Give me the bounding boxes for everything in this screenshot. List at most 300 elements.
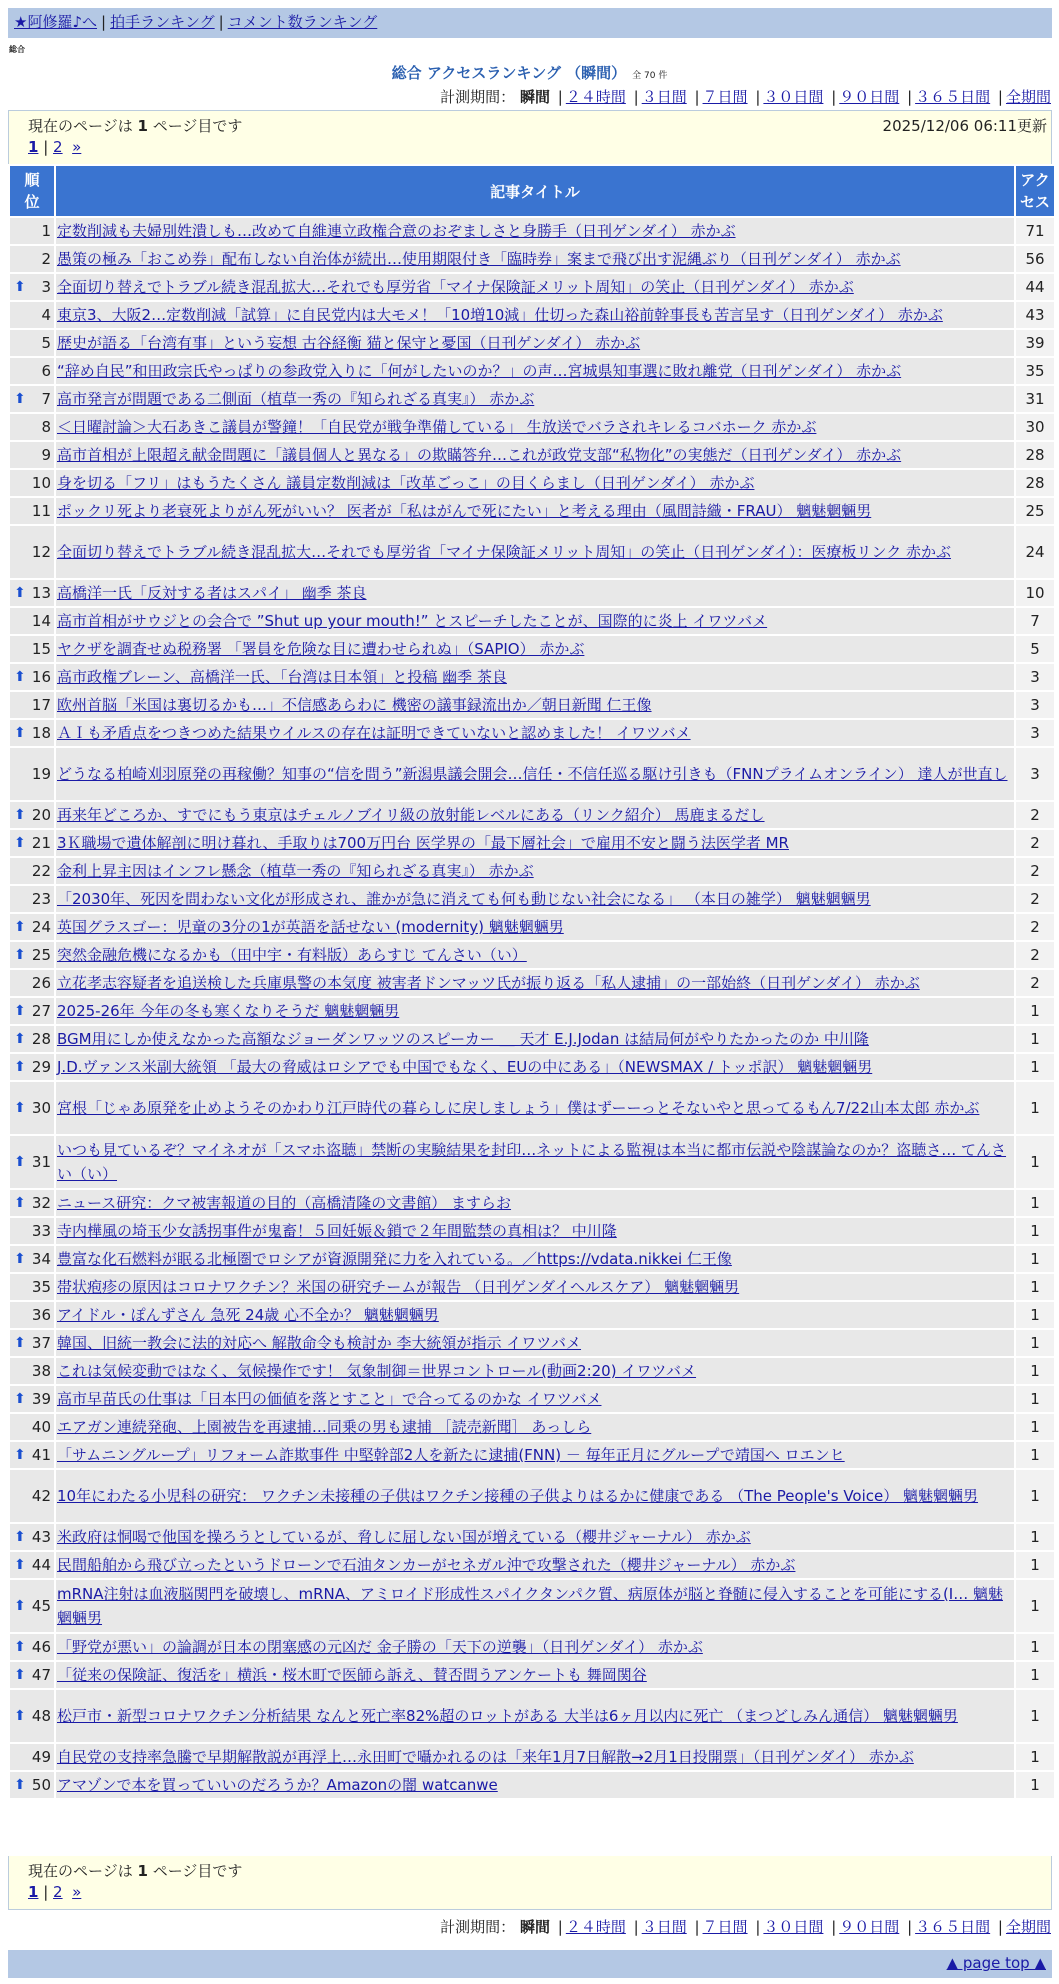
access-count: 3 — [1016, 664, 1054, 690]
article-title-link[interactable]: “辞め自民”和田政宗氏やっぱりの参政党入りに「何がしたいのか？」の声…宮城県知事選に敗れ離党（日刊ゲンダイ） 赤かぶ — [57, 362, 902, 380]
access-count: 24 — [1016, 526, 1054, 578]
rank-number: 7 — [41, 390, 51, 408]
access-count: 28 — [1016, 442, 1054, 468]
top-link-asyura[interactable]: ★阿修羅♪へ — [14, 13, 98, 31]
period-24h[interactable]: ２４時間 — [565, 88, 626, 106]
rank-cell — [10, 1246, 54, 1272]
pager-page-2-bottom[interactable]: 2 — [53, 1883, 63, 1901]
title-cell — [56, 720, 1014, 746]
rank-cell — [10, 358, 54, 384]
title-cell — [56, 886, 1014, 912]
access-count: 2 — [1016, 802, 1054, 828]
rank-cell — [10, 1690, 54, 1742]
rank-number: 44 — [31, 1556, 51, 1574]
title-cell — [56, 386, 1014, 412]
article-title-link[interactable]: 「野党が悪い」の論調が日本の閉塞感の元凶だ 金子勝の「天下の逆襲」（日刊ゲンダイ） 赤かぶ — [57, 1638, 703, 1656]
current-page-text: 現在のページは 1 ページ目です — [28, 117, 243, 135]
page-info-panel-top — [8, 110, 1052, 164]
title-cell — [56, 1772, 1014, 1798]
article-title-link[interactable]: 「サムニングループ」リフォーム詐欺事件 中堅幹部2人を新たに逮捕(FNN) － 毎年正月にグループで靖国へ ロエンヒ — [57, 1446, 845, 1464]
article-title-link[interactable]: 英国グラスゴー：児童の3分の1が英語を話せない (modernity) 魑魅魍魎男 — [57, 918, 564, 936]
rank-number: 18 — [31, 724, 51, 742]
rank-cell — [10, 1744, 54, 1770]
rank-up-arrow-icon: ⬆ — [14, 1529, 26, 1545]
article-title-link[interactable]: 10年にわたる小児科の研究： ワクチン未接種の子供はワクチン接種の子供よりはるかに健康である （The People's Voice） 魑魅魍魎男 — [57, 1487, 979, 1505]
rank-cell — [10, 692, 54, 718]
article-title-link[interactable]: 全面切り替えでトラブル続き混乱拡大…それでも厚労省「マイナ保険証メリット周知」の笑止（日刊ゲンダイ）：医療板リンク 赤かぶ — [57, 543, 951, 561]
ranking-title-text: 総合 アクセスランキング （瞬間） — [391, 64, 627, 82]
article-title-link[interactable]: 3Ｋ職場で遺体解剖に明け暮れ、手取りは700万円台 医学界の「最下層社会」で雇用不安と闘う法医学者 MR — [57, 834, 789, 852]
period-selector-bottom: 計測期間： 瞬間 | ２４時間 | ３日間 | ７日間 | ３０日間 | ９０日間 | ３６５日間 | 全期間 — [440, 1918, 1051, 1936]
article-title-link[interactable]: 立花孝志容疑者を追送検した兵庫県警の本気度 被害者ドンマッツ氏が振り返る「私人逮捕」の一部始終（日刊ゲンダイ） 赤かぶ — [57, 974, 920, 992]
rank-cell — [10, 1580, 54, 1632]
rank-cell — [10, 1634, 54, 1660]
article-title-link[interactable]: 高市早苗氏の仕事は「日本円の価値を落とすこと」で合ってるのかな イワツバメ — [57, 1390, 602, 1408]
rank-cell — [10, 802, 54, 828]
title-cell — [56, 414, 1014, 440]
rank-number: 3 — [41, 278, 51, 296]
title-cell — [56, 1082, 1014, 1134]
access-count: 1 — [1016, 1274, 1054, 1300]
rank-up-arrow-icon: ⬆ — [14, 1391, 26, 1407]
table-row — [10, 1054, 1054, 1080]
article-title-link[interactable]: ポックリ死より老衰死よりがん死がいい？ 医者が「私はがんで死にたい」と考える理由（風間詩織・FRAU） 魑魅魍魎男 — [57, 502, 872, 520]
article-title-link[interactable]: 宮根「じゃあ原発を止めようそのかわり江戸時代の暮らしに戻しましょう」僕はずーーっとそないやと思ってるもん7/22山本太郎 赤かぶ — [57, 1099, 980, 1117]
article-title-link[interactable]: 高橋洋一氏「反対する者はスパイ」 幽季 茶良 — [57, 584, 367, 602]
rank-cell — [10, 1358, 54, 1384]
rank-number: 4 — [41, 306, 51, 324]
article-title-link[interactable]: 「従来の保険証、復活を」横浜・桜木町で医師ら訴え、賛否問うアンケートも 舞岡関谷 — [57, 1666, 647, 1684]
ranking-table — [8, 164, 1056, 1800]
access-count: 28 — [1016, 470, 1054, 496]
title-cell — [56, 1524, 1014, 1550]
rank-cell — [10, 302, 54, 328]
period-label-bottom: 計測期間： — [440, 1918, 516, 1936]
article-title-link[interactable]: 身を切る「フリ」はもうたくさん 議員定数削減は「改革ごっこ」の目くらまし（日刊ゲンダイ） 赤かぶ — [57, 474, 755, 492]
rank-number: 42 — [31, 1487, 51, 1505]
article-title-link[interactable]: 再来年どころか、すでにもう東京はチェルノブイリ級の放射能レベルにある（リンク紹介） 馬鹿まるだし — [57, 806, 765, 824]
access-count: 2 — [1016, 858, 1054, 884]
table-row — [10, 1634, 1054, 1660]
table-row — [10, 470, 1054, 496]
rank-number: 9 — [41, 446, 51, 464]
table-row — [10, 1136, 1054, 1188]
access-count: 1 — [1016, 1082, 1054, 1134]
rank-cell — [10, 998, 54, 1024]
table-row — [10, 386, 1054, 412]
article-title-link[interactable]: 愚策の極み「おこめ券」配布しない自治体が続出…使用期限付き「臨時券」案まで飛び出す泥縄ぶり（日刊ゲンダイ） 赤かぶ — [57, 250, 901, 268]
table-row — [10, 414, 1054, 440]
rank-number: 20 — [31, 806, 51, 824]
table-row — [10, 998, 1054, 1024]
rank-cell — [10, 274, 54, 300]
title-cell — [56, 1246, 1014, 1272]
rank-number: 25 — [31, 946, 51, 964]
article-title-link[interactable]: BGM用にしか使えなかった高額なジョーダンワッツのスピーカー ＿ 天才 E.J.Jodan は結局何がやりたかったのか 中川隆 — [57, 1030, 869, 1048]
article-title-link[interactable]: mRNA注射は血液脳関門を破壊し、mRNA、アミロイド形成性スパイクタンパク質、病原体が脳と脊髄に侵入することを可能にする(I… 魑魅魍魎男 — [57, 1585, 1003, 1627]
access-count: 1 — [1016, 1246, 1054, 1272]
title-cell — [56, 302, 1014, 328]
rank-number: 49 — [31, 1748, 51, 1766]
rank-up-arrow-icon: ⬆ — [14, 1667, 26, 1683]
article-title-link[interactable]: 寺内樺風の埼玉少女誘拐事件が鬼畜！５回妊娠＆鎖で２年間監禁の真相は？ 中川隆 — [57, 1222, 617, 1240]
rank-up-arrow-icon: ⬆ — [14, 1557, 26, 1573]
table-row — [10, 302, 1054, 328]
article-title-link[interactable]: 自民党の支持率急騰で早期解散説が再浮上…永田町で囁かれるのは「来年1月7日解散→2月1日投開票」（日刊ゲンダイ） 赤かぶ — [57, 1748, 914, 1766]
article-title-link[interactable]: 東京3、大阪2…定数削減「試算」に自民党内は大モメ！「10増10減」仕切った森山裕前幹事長も苦言呈す（日刊ゲンダイ） 赤かぶ — [57, 306, 943, 324]
rank-cell — [10, 1772, 54, 1798]
article-title-link[interactable]: 歴史が語る「台湾有事」という妄想 古谷経衡 猫と保守と憂国（日刊ゲンダイ） 赤かぶ — [57, 334, 641, 352]
article-title-link[interactable]: 金利上昇主因はインフレ懸念（植草一秀の『知られざる真実』） 赤かぶ — [57, 862, 534, 880]
table-row — [10, 498, 1054, 524]
access-count: 25 — [1016, 498, 1054, 524]
rank-cell — [10, 1386, 54, 1412]
access-count: 1 — [1016, 1302, 1054, 1328]
article-title-link[interactable]: 高市発言が問題である二側面（植草一秀の『知られざる真実』） 赤かぶ — [57, 390, 535, 408]
title-cell — [56, 358, 1014, 384]
table-row — [10, 1442, 1054, 1468]
rank-cell — [10, 1302, 54, 1328]
title-cell — [56, 330, 1014, 356]
pager-next-arrow[interactable]: » — [72, 138, 82, 156]
period-30d[interactable]: ３０日間 — [763, 88, 824, 106]
access-count: 3 — [1016, 720, 1054, 746]
access-count: 10 — [1016, 580, 1054, 606]
article-title-link[interactable]: いつも見ているぞ？マイネオが「スマホ盗聴」禁断の実験結果を封印…ネットによる監視は本当に都市伝説や陰謀論なのか？盗聴さ… てんさい（い） — [57, 1141, 1007, 1183]
rank-cell — [10, 330, 54, 356]
rank-cell — [10, 218, 54, 244]
article-title-link[interactable]: 民間船舶から飛び立ったというドローンで石油タンカーがセネガル沖で攻撃された（櫻井ジャーナル） 赤かぶ — [57, 1556, 796, 1574]
rank-cell — [10, 1274, 54, 1300]
title-cell — [56, 1136, 1014, 1188]
title-cell — [56, 1026, 1014, 1052]
rank-up-arrow-icon: ⬆ — [14, 1003, 26, 1019]
rank-cell — [10, 1414, 54, 1440]
access-count: 31 — [1016, 386, 1054, 412]
article-title-link[interactable]: 松戸市・新型コロナワクチン分析結果 なんと死亡率82%超のロットがある 大半は6ヶ月以内に死亡 （まつどしみん通信） 魑魅魍魎男 — [57, 1707, 958, 1725]
period-label: 計測期間： — [440, 88, 516, 106]
title-cell — [56, 274, 1014, 300]
period-3d-bottom[interactable]: ３日間 — [641, 1918, 687, 1936]
article-title-link[interactable]: エアガン連続発砲、上園被告を再逮捕…同乗の男も逮捕 ［読売新聞］ あっしら — [57, 1418, 592, 1436]
rank-cell — [10, 720, 54, 746]
rank-cell — [10, 442, 54, 468]
table-row — [10, 1274, 1054, 1300]
rank-number: 48 — [31, 1707, 51, 1725]
rank-number: 11 — [31, 502, 51, 520]
rank-cell — [10, 580, 54, 606]
access-count: 1 — [1016, 1054, 1054, 1080]
title-cell — [56, 636, 1014, 662]
article-title-link[interactable]: J.D.ヴァンス米副大統領 「最大の脅威はロシアでも中国でもなく、EUの中にある」（NEWSMAX / トッポ訳） 魑魅魍魎男 — [57, 1058, 873, 1076]
table-row — [10, 830, 1054, 856]
rank-number: 16 — [31, 668, 51, 686]
rank-up-arrow-icon: ⬆ — [14, 947, 26, 963]
article-title-link[interactable]: 帯状疱疹の原因はコロナワクチン？米国の研究チームが報告 （日刊ゲンダイヘルスケア） 魑魅魍魎男 — [57, 1278, 740, 1296]
table-row — [10, 664, 1054, 690]
rank-up-arrow-icon: ⬆ — [14, 1777, 26, 1793]
period-365d-bottom[interactable]: ３６５日間 — [915, 1918, 991, 1936]
page-top-link[interactable]: ▲ page top ▲ — [946, 1954, 1046, 1972]
rank-number: 41 — [31, 1446, 51, 1464]
rank-number: 27 — [31, 1002, 51, 1020]
rank-up-arrow-icon: ⬆ — [14, 1154, 26, 1170]
table-row — [10, 748, 1054, 800]
updated-timestamp: 2025/12/06 06:11更新 — [882, 117, 1047, 135]
article-title-link[interactable]: 高市首相がサウジとの会合で ”Shut up your mouth!” とスピーチしたことが、国際的に炎上 イワツバメ — [57, 612, 768, 630]
rank-number: 28 — [31, 1030, 51, 1048]
table-row — [10, 274, 1054, 300]
article-title-link[interactable]: ＜日曜討論＞大石あきこ議員が警鐘！「自民党が戦争準備している」 生放送でバラされキレるコバホーク 赤かぶ — [57, 418, 817, 436]
rank-number: 21 — [31, 834, 51, 852]
title-cell — [56, 1414, 1014, 1440]
table-row — [10, 442, 1054, 468]
rank-up-arrow-icon: ⬆ — [14, 1639, 26, 1655]
rank-number: 10 — [31, 474, 51, 492]
rank-cell — [10, 748, 54, 800]
rank-cell — [10, 1082, 54, 1134]
title-cell — [56, 830, 1014, 856]
table-row — [10, 1744, 1054, 1770]
table-row — [10, 330, 1054, 356]
title-cell — [56, 246, 1014, 272]
rank-number: 2 — [41, 250, 51, 268]
table-row — [10, 1470, 1054, 1522]
title-cell — [56, 1190, 1014, 1216]
article-title-link[interactable]: 欧州首脳「米国は裏切るかも…」不信感あらわに 機密の議事録流出か／朝日新聞 仁王像 — [57, 696, 652, 714]
period-all[interactable]: 全期間 — [1005, 88, 1051, 106]
rank-number: 37 — [31, 1334, 51, 1352]
rank-cell — [10, 498, 54, 524]
rank-number: 34 — [31, 1250, 51, 1268]
article-title-link[interactable]: 高市首相が上限超え献金問題に「議員個人と異なる」の欺瞞答弁…これが政党支部“私物化”の実態だ（日刊ゲンダイ） 赤かぶ — [57, 446, 902, 464]
access-count: 35 — [1016, 358, 1054, 384]
rank-number: 13 — [31, 584, 51, 602]
period-90d[interactable]: ９０日間 — [839, 88, 900, 106]
title-cell — [56, 970, 1014, 996]
table-row — [10, 526, 1054, 578]
article-title-link[interactable]: 定数削減も夫婦別姓潰しも…改めて自維連立政権合意のおぞましさと身勝手（日刊ゲンダイ） 赤かぶ — [57, 222, 736, 240]
period-24h-bottom[interactable]: ２４時間 — [565, 1918, 626, 1936]
rank-number: 39 — [31, 1390, 51, 1408]
rank-number: 50 — [31, 1776, 51, 1794]
period-7d[interactable]: ７日間 — [702, 88, 748, 106]
rank-cell — [10, 246, 54, 272]
rank-cell — [10, 1190, 54, 1216]
period-current: 瞬間 — [519, 88, 550, 106]
access-count: 5 — [1016, 636, 1054, 662]
rank-up-arrow-icon: ⬆ — [14, 391, 26, 407]
title-cell — [56, 1274, 1014, 1300]
access-count: 30 — [1016, 414, 1054, 440]
rank-cell — [10, 414, 54, 440]
rank-cell — [10, 914, 54, 940]
category-label: 総合 — [9, 45, 25, 54]
article-title-link[interactable]: 豊富な化石燃料が眠る北極圏でロシアが資源開発に力を入れている。／https://vdata.nikkei 仁王像 — [57, 1250, 732, 1268]
article-title-link[interactable]: どうなる柏崎刈羽原発の再稼働？知事の“信を問う”新潟県議会開会…信任・不信任巡る駆け引きも（FNNプライムオンライン） 達人が世直し — [57, 765, 1008, 783]
article-title-link[interactable]: 米政府は恫喝で他国を操ろうとしているが、脅しに屈しない国が増えている（櫻井ジャーナル） 赤かぶ — [57, 1528, 751, 1546]
rank-up-arrow-icon: ⬆ — [14, 1447, 26, 1463]
rank-number: 15 — [31, 640, 51, 658]
page-info-panel-bottom — [8, 1856, 1052, 1910]
access-count: 1 — [1016, 1358, 1054, 1384]
access-count: 1 — [1016, 1552, 1054, 1578]
rank-cell — [10, 608, 54, 634]
access-count: 1 — [1016, 1470, 1054, 1522]
title-cell — [56, 1054, 1014, 1080]
ranking-title — [0, 62, 1059, 83]
rank-number: 6 — [41, 362, 51, 380]
access-count: 1 — [1016, 1690, 1054, 1742]
rank-cell — [10, 886, 54, 912]
period-7d-bottom[interactable]: ７日間 — [702, 1918, 748, 1936]
title-cell — [56, 664, 1014, 690]
title-cell — [56, 1634, 1014, 1660]
top-link-applause-ranking[interactable]: 拍手ランキング — [110, 13, 215, 31]
article-title-link[interactable]: ＡＩも矛盾点をつきつめた結果ウイルスの存在は証明できていないと認めました！ イワツバメ — [57, 724, 691, 742]
title-cell — [56, 692, 1014, 718]
article-title-link[interactable]: 「2030年、死因を問わない文化が形成され、誰かが急に消えても何も動じない社会になる」 （本日の雑学） 魑魅魍魎男 — [57, 890, 871, 908]
rank-cell — [10, 1524, 54, 1550]
title-cell — [56, 1744, 1014, 1770]
period-365d[interactable]: ３６５日間 — [915, 88, 991, 106]
title-cell — [56, 1470, 1014, 1522]
table-row — [10, 1358, 1054, 1384]
article-title-link[interactable]: アマゾンで本を買っていいのだろうか？Amazonの闇 watcanwe — [57, 1776, 498, 1794]
column-header-access: アクセス — [1016, 166, 1054, 216]
current-page-text-bottom: 現在のページは 1 ページ目です — [28, 1862, 243, 1880]
rank-cell — [10, 1442, 54, 1468]
rank-up-arrow-icon: ⬆ — [14, 1708, 26, 1724]
rank-up-arrow-icon: ⬆ — [14, 835, 26, 851]
access-count: 1 — [1016, 1414, 1054, 1440]
title-cell — [56, 858, 1014, 884]
article-title-link[interactable]: アイドル・ぽんずさん 急死 24歳 心不全か？ 魑魅魍魎男 — [57, 1306, 439, 1324]
rank-up-arrow-icon: ⬆ — [14, 1598, 26, 1614]
footer-bar — [8, 1950, 1052, 1978]
access-count: 2 — [1016, 942, 1054, 968]
rank-up-arrow-icon: ⬆ — [14, 279, 26, 295]
column-header-rank: 順位 — [10, 166, 54, 216]
table-row — [10, 1246, 1054, 1272]
rank-number: 47 — [31, 1666, 51, 1684]
access-count: 1 — [1016, 1218, 1054, 1244]
rank-number: 23 — [31, 890, 51, 908]
rank-up-arrow-icon: ⬆ — [14, 1195, 26, 1211]
pager-page-1[interactable]: 1 — [28, 138, 39, 156]
access-count: 2 — [1016, 914, 1054, 940]
rank-up-arrow-icon: ⬆ — [14, 1251, 26, 1267]
article-title-link[interactable]: ヤクザを調査せぬ税務署 「署員を危険な目に遭わせられぬ」（SAPIO） 赤かぶ — [57, 640, 585, 658]
rank-cell — [10, 970, 54, 996]
rank-up-arrow-icon: ⬆ — [14, 919, 26, 935]
article-title-link[interactable]: 韓国、旧統一教会に法的対応へ 解散命令も検討か 李大統領が指示 イワツバメ — [57, 1334, 582, 1352]
rank-number: 33 — [31, 1222, 51, 1240]
rank-cell — [10, 1552, 54, 1578]
rank-cell — [10, 1054, 54, 1080]
article-title-link[interactable]: 突然金融危機になるかも（田中宇・有料版）あらすじ てんさい（い） — [57, 946, 527, 964]
table-row — [10, 358, 1054, 384]
top-link-comment-ranking[interactable]: コメント数ランキング — [227, 13, 378, 31]
access-count: 2 — [1016, 970, 1054, 996]
table-row — [10, 1524, 1054, 1550]
table-row — [10, 802, 1054, 828]
access-count: 1 — [1016, 1026, 1054, 1052]
rank-number: 22 — [31, 862, 51, 880]
article-title-link[interactable]: これは気候変動ではなく、気候操作です！ 気象制御＝世界コントロール(動画2:20) イワツバメ — [57, 1362, 697, 1380]
title-cell — [56, 1442, 1014, 1468]
rank-cell — [10, 386, 54, 412]
rank-cell — [10, 1470, 54, 1522]
rank-cell — [10, 1026, 54, 1052]
rank-number: 26 — [31, 974, 51, 992]
period-90d-bottom[interactable]: ９０日間 — [839, 1918, 900, 1936]
period-3d[interactable]: ３日間 — [641, 88, 687, 106]
article-title-link[interactable]: 全面切り替えでトラブル続き混乱拡大…それでも厚労省「マイナ保険証メリット周知」の笑止（日刊ゲンダイ） 赤かぶ — [57, 278, 854, 296]
pager-next-arrow-bottom[interactable]: » — [72, 1883, 82, 1901]
rank-number: 17 — [31, 696, 51, 714]
access-count: 43 — [1016, 302, 1054, 328]
table-row — [10, 1386, 1054, 1412]
title-cell — [56, 442, 1014, 468]
table-row — [10, 692, 1054, 718]
rank-cell — [10, 470, 54, 496]
access-count: 1 — [1016, 1524, 1054, 1550]
pager-page-1-bottom[interactable]: 1 — [28, 1883, 39, 1901]
access-count: 56 — [1016, 246, 1054, 272]
table-row — [10, 1218, 1054, 1244]
table-header-row — [10, 166, 1054, 216]
rank-cell — [10, 636, 54, 662]
rank-cell — [10, 830, 54, 856]
separator: | — [101, 13, 107, 31]
rank-number: 14 — [31, 612, 51, 630]
article-title-link[interactable]: ニュース研究：クマ被害報道の目的（高橋清隆の文書館） ますらお — [57, 1194, 512, 1212]
article-title-link[interactable]: 高市政権ブレーン、高橋洋一氏、「台湾は日本領」と投稿 幽季 茶良 — [57, 668, 507, 686]
rank-up-arrow-icon: ⬆ — [14, 585, 26, 601]
table-row — [10, 1330, 1054, 1356]
title-cell — [56, 1218, 1014, 1244]
period-selector-top: 計測期間： 瞬間 | ２４時間 | ３日間 | ７日間 | ３０日間 | ９０日間 | ３６５日間 | 全期間 — [440, 88, 1051, 106]
access-count: 1 — [1016, 1442, 1054, 1468]
access-count: 1 — [1016, 1772, 1054, 1798]
table-row — [10, 1190, 1054, 1216]
article-title-link[interactable]: 2025-26年 今年の冬も寒くなりそうだ 魑魅魍魎男 — [57, 1002, 400, 1020]
table-row — [10, 1026, 1054, 1052]
rank-number: 1 — [41, 222, 51, 240]
rank-cell — [10, 1330, 54, 1356]
access-count: 71 — [1016, 218, 1054, 244]
rank-cell — [10, 858, 54, 884]
pager-page-2[interactable]: 2 — [53, 138, 63, 156]
title-cell — [56, 1580, 1014, 1632]
access-count: 1 — [1016, 1190, 1054, 1216]
rank-number: 36 — [31, 1306, 51, 1324]
table-row — [10, 970, 1054, 996]
ranking-table-body — [10, 218, 1054, 1798]
access-count: 2 — [1016, 830, 1054, 856]
table-row — [10, 1414, 1054, 1440]
rank-cell — [10, 942, 54, 968]
period-30d-bottom[interactable]: ３０日間 — [763, 1918, 824, 1936]
access-count: 1 — [1016, 998, 1054, 1024]
title-cell — [56, 1302, 1014, 1328]
title-cell — [56, 748, 1014, 800]
title-cell — [56, 998, 1014, 1024]
period-all-bottom[interactable]: 全期間 — [1005, 1918, 1051, 1936]
access-count: 2 — [1016, 886, 1054, 912]
rank-number: 24 — [31, 918, 51, 936]
